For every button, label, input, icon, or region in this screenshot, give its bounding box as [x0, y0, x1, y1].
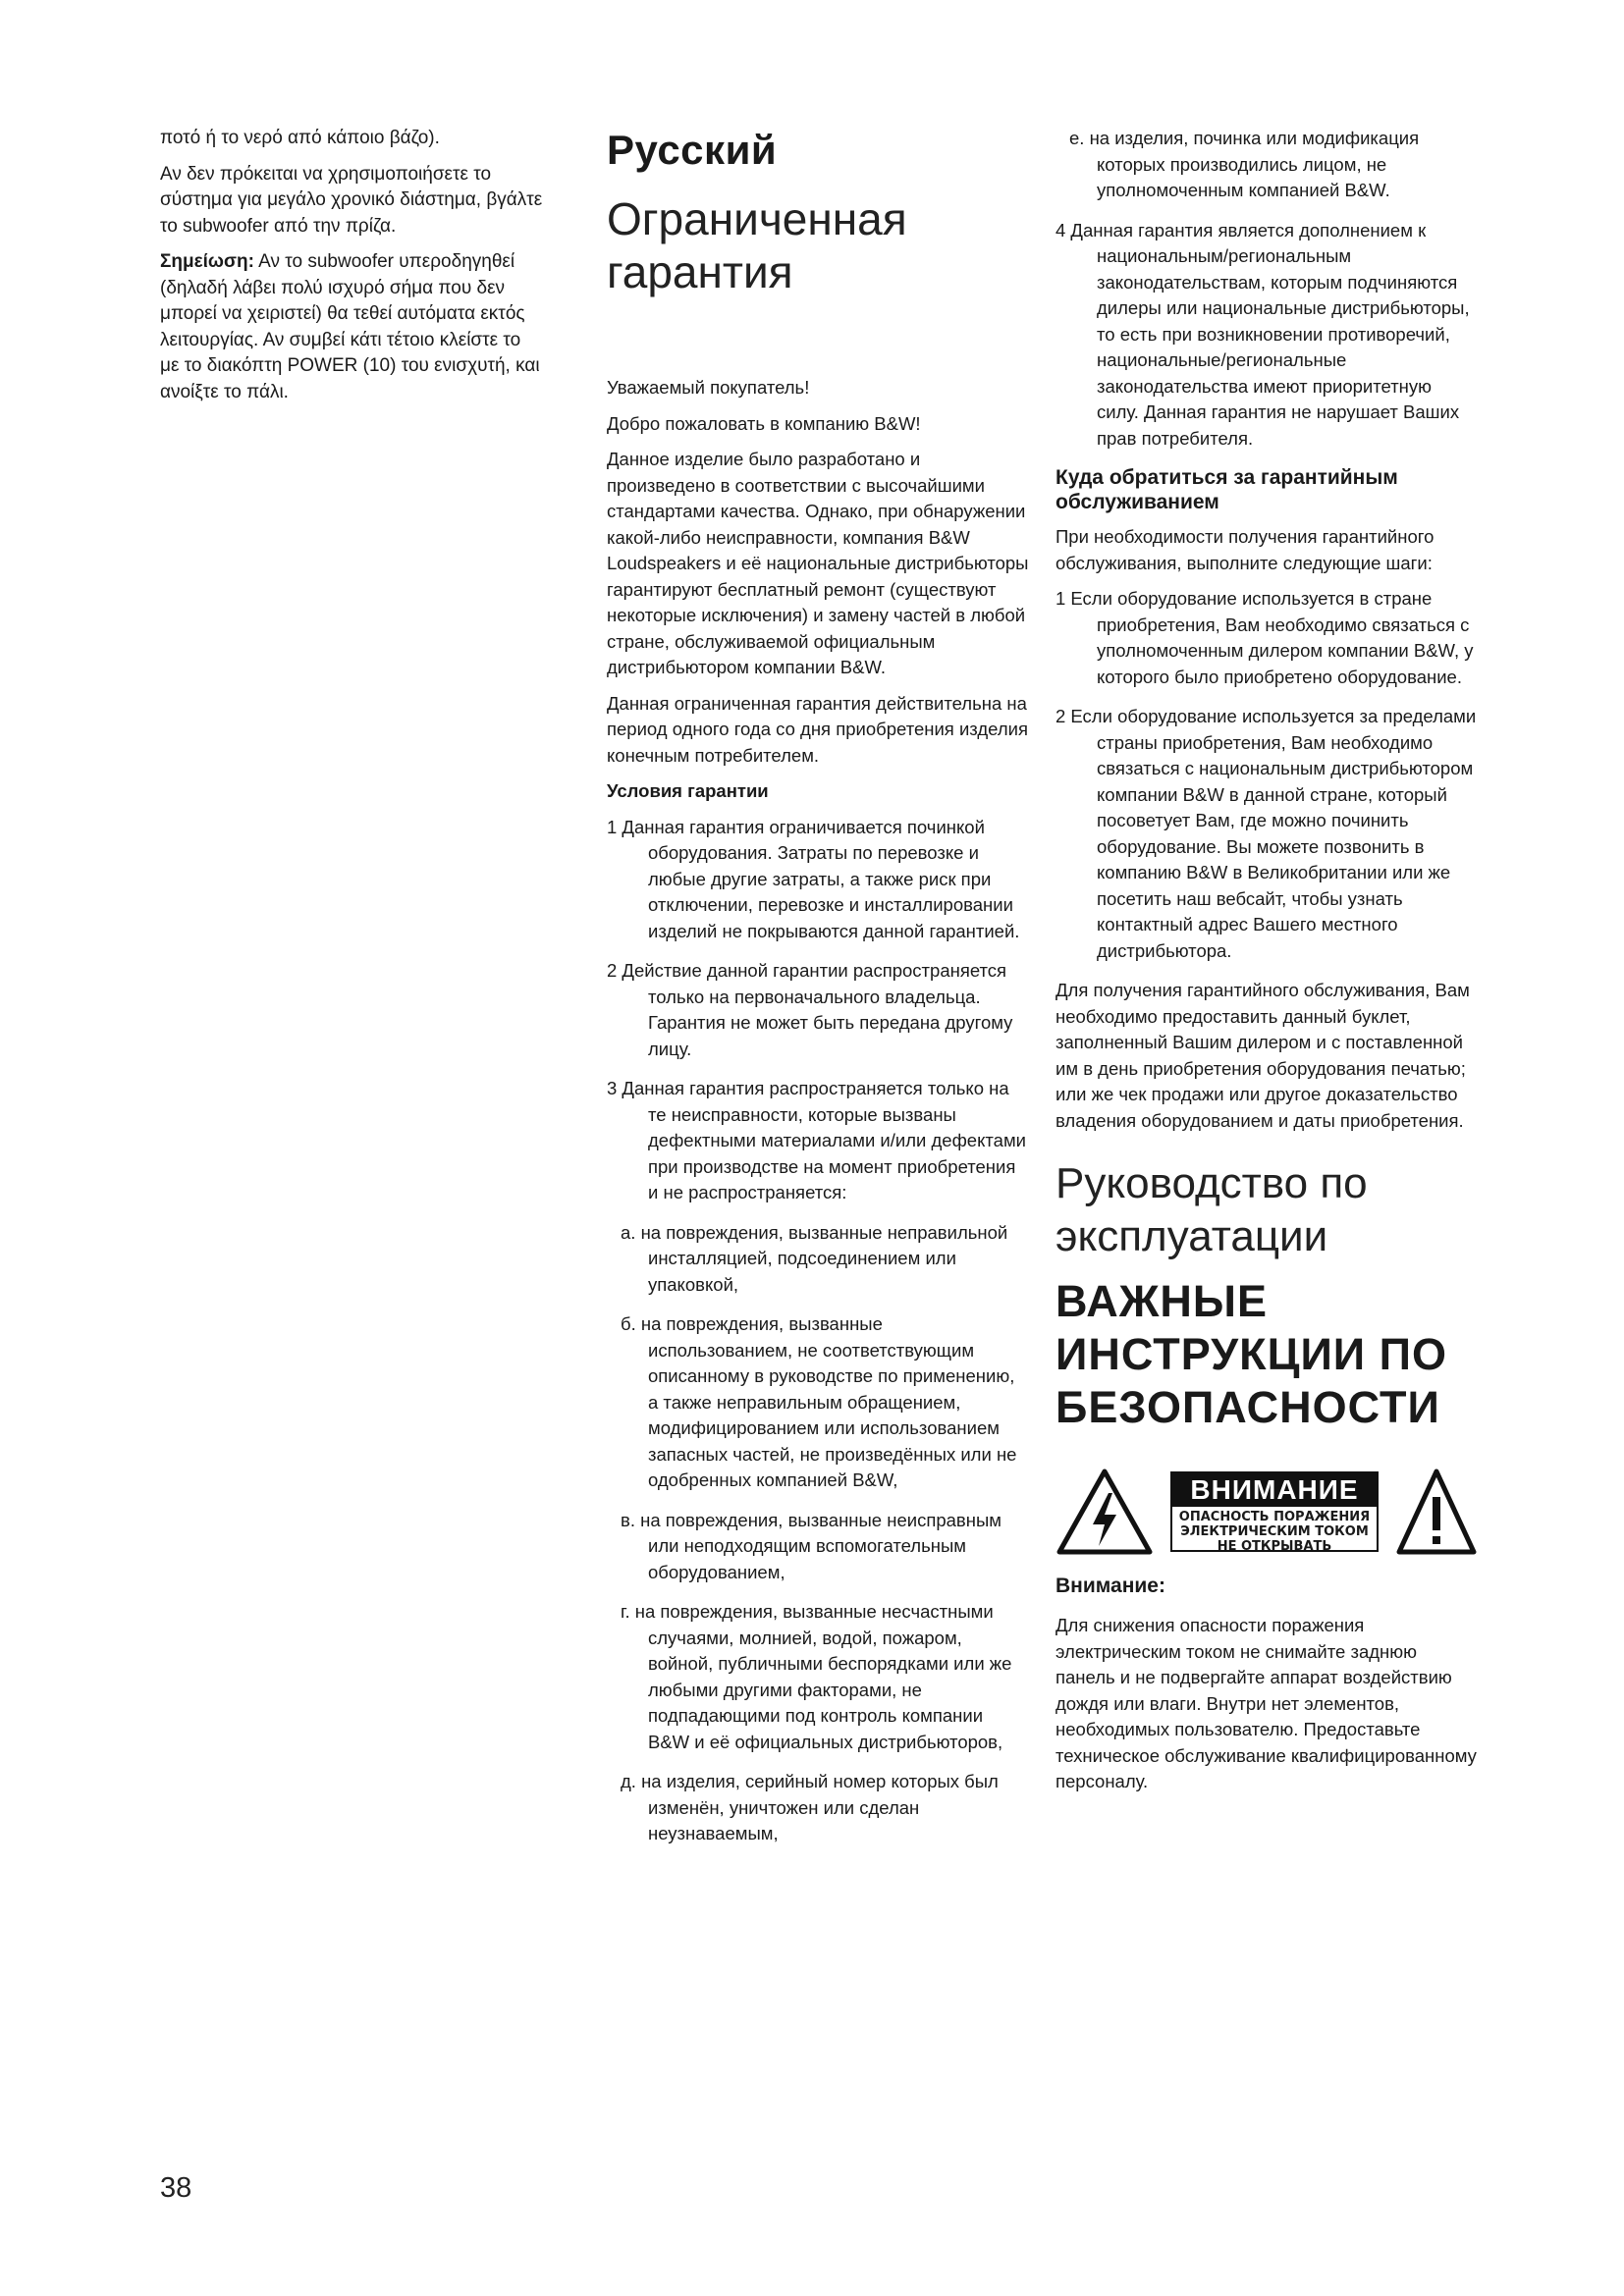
exclusion-item: а. на повреждения, вызванные неправильной инсталляцией, подсоединением или упаковкой,	[621, 1221, 1008, 1295]
caution-heading: Внимание:	[1056, 1575, 1165, 1597]
exclusion-item: г. на повреждения, вызванные несчастными случаями, молнией, водой, пожаром, войной, публичными беспорядками или же любыми другими факторами, не подпадающими под контроль компании B&W и её официальных дистрибьюторов,	[621, 1601, 1012, 1752]
service-heading: Куда обратиться за гарантийным обслуживанием	[1056, 466, 1398, 513]
page-number: 38	[160, 2172, 192, 2204]
greeting: Уважаемый покупатель!	[607, 377, 810, 398]
safety-title: ВАЖНЫЕ ИНСТРУКЦИИ ПО БЕЗОПАСНОСТИ	[1056, 1276, 1447, 1432]
exclusion-item: д. на изделия, серийный номер которых был изменён, уничтожен или сделан неузнаваемым,	[621, 1771, 999, 1843]
exclusion-item: е. на изделия, починка или модификация которых производились лицом, не уполномоченным компанией B&W.	[1069, 128, 1420, 200]
service-step: 1 Если оборудование используется в стране приобретения, Вам необходимо связаться с уполномоченным дилером компании B&W, у которого было приобретено оборудование.	[1056, 588, 1474, 687]
welcome: Добро пожаловать в компанию B&W!	[607, 412, 921, 434]
warranty-title: Ограниченная гарантия	[607, 193, 907, 297]
warning-label-line: ОПАСНОСТЬ ПОРАЖЕНИЯ	[1178, 1510, 1371, 1524]
greek-note-label: Σημείωση:	[160, 251, 254, 272]
period-paragraph: Данная ограниченная гарантия действительна на период одного года со дня приобретения изделия конечным потребителем.	[607, 692, 1028, 766]
greek-note-text: Αν το subwoofer υπεροδηγηθεί (δηλαδή λάβει πολύ ισχυρό σήμα που δεν μπορεί να χειριστεί) θα τεθεί αυτόματα εκτός λειτουργίας. Αν συμβεί κάτι τέτοιο κλείστε το με το διακόπτη POWER (10) του ενισχυτή, και ανοίξτε το πάλι.	[160, 251, 540, 402]
greek-column	[160, 126, 543, 415]
warning-label	[1170, 1471, 1379, 1552]
warning-label-line: ЭЛЕКТРИЧЕСКИМ ТОКОМ	[1180, 1524, 1369, 1539]
greek-paragraph-1: ποτό ή το νερό από κάποιο βάζο).	[160, 128, 440, 148]
exclamation-warning-icon	[1395, 1468, 1478, 1556]
service-intro: При необходимости получения гарантийного обслуживания, выполните следующие шаги:	[1056, 526, 1435, 573]
intro-paragraph: Данное изделие было разработано и произведено в соответствии с высочайшими стандартами качества. Однако, при обнаружении какой-либо неисправности, компания B&W Loudspeakers и её национальные дистрибьюторы гарантируют бесплатный ремонт (существуют некоторые исключения) и замену частей в любой стране, обслуживаемой официальным дистрибьютором компании B&W.	[607, 449, 1029, 677]
service-step: 2 Если оборудование используется за пределами страны приобретения, Вам необходимо связаться с национальным дистрибьютором компании B&W в данной стране, который посоветует Вам, где можно починить оборудование. Вы можете позвонить в компанию B&W в Великобритании или же посетить наш вебсайт, чтобы узнать контактный адрес Вашего местного дистрибьютора.	[1056, 706, 1477, 961]
manual-title: Руководство по эксплуатации	[1056, 1159, 1368, 1260]
condition-item: 2 Действие данной гарантии распространяется только на первоначального владельца. Гарантия не может быть передана другому лицу.	[607, 960, 1013, 1059]
warning-label-title: ВНИМАНИЕ	[1172, 1473, 1377, 1507]
caution-text: Для снижения опасности поражения электрическим током не снимайте заднюю панель и не подвергайте аппарат воздействию дождя или влаги. Внутри нет элементов, необходимых пользователю. Предоставьте техническое обслуживание квалифицированному персоналу.	[1056, 1615, 1477, 1791]
exclusion-item: б. на повреждения, вызванные использованием, не соответствующим описанному в руководстве по применению, а также неправильным обращением, модифицированием или использованием запасных частей, не произведённых или не одобренных компанией B&W,	[621, 1313, 1017, 1490]
condition-item: 3 Данная гарантия распространяется только на те неисправности, которые вызваны дефектными материалами и/или дефектами при производстве на момент приобретения и не распространяется:	[607, 1078, 1026, 1202]
warning-label-text	[1172, 1507, 1377, 1554]
service-column	[1056, 126, 1478, 1805]
language-heading: Русский	[607, 127, 778, 173]
conditions-heading: Условия гарантии	[607, 780, 769, 801]
greek-note	[160, 249, 543, 405]
greek-paragraph-2: Αν δεν πρόκειται να χρησιμοποιήσετε το σύστημα για μεγάλο χρονικό διάστημα, βγάλτε το subwoofer από την πρίζα.	[160, 163, 543, 237]
condition-item: 4 Данная гарантия является дополнением к национальным/региональным законодательствам, которым подчиняются дилеры или национальные дистрибьюторы, то есть при возникновении противоречий, национальные/региональные законодательства имеют приоритетную силу. Данная гарантия не нарушает Ваших прав потребителя.	[1056, 219, 1470, 449]
service-docs: Для получения гарантийного обслуживания, Вам необходимо предоставить данный буклет, заполненный Вашим дилером и с поставленной им в день приобретения оборудования печатью; или же чек продажи или другое доказательство владения оборудованием и даты приобретения.	[1056, 980, 1470, 1131]
lightning-warning-icon	[1056, 1468, 1154, 1556]
warranty-column	[607, 126, 1029, 1861]
exclusion-item: в. на повреждения, вызванные неисправным или неподходящим вспомогательным оборудованием,	[621, 1509, 1001, 1582]
warning-label-row	[1056, 1468, 1478, 1556]
warning-label-line: НЕ ОТКРЫВАТЬ	[1217, 1539, 1332, 1554]
condition-item: 1 Данная гарантия ограничивается починкой оборудования. Затраты по перевозке и любые другие затраты, а также риск при отключении, перевозке и инсталлировании изделий не покрываются данной гарантией.	[607, 816, 1020, 941]
